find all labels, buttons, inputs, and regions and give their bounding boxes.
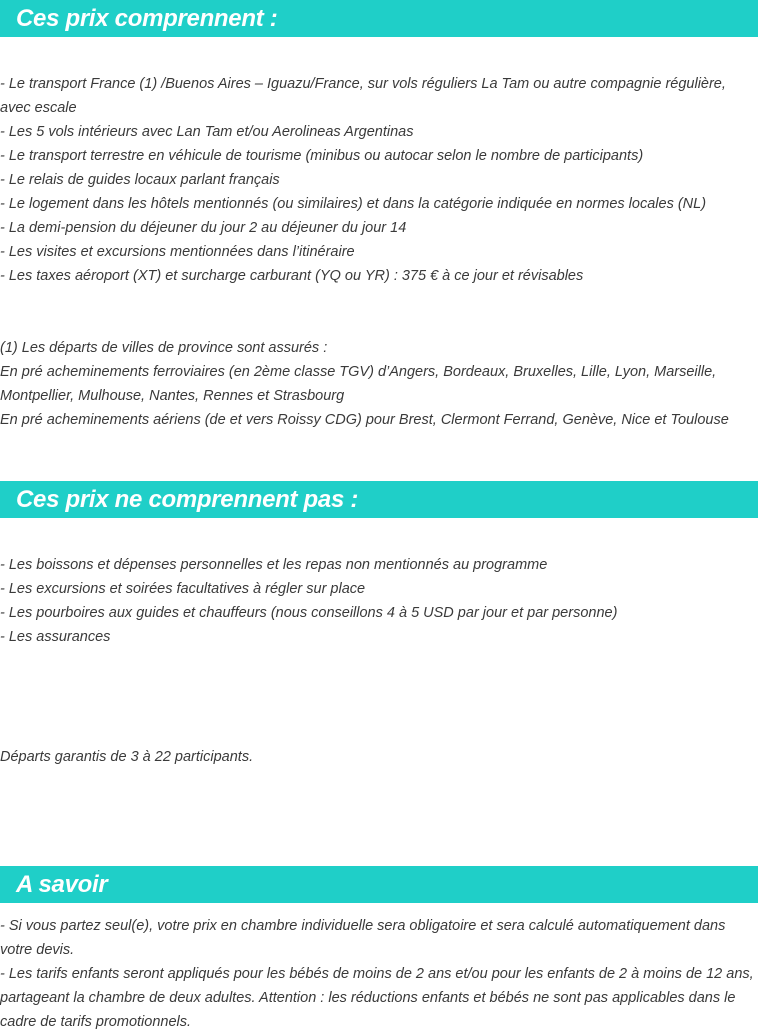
list-item: - Les visites et excursions mentionnées dans l’itinéraire	[0, 244, 355, 260]
section-title-excludes: Ces prix ne comprennent pas :	[16, 486, 359, 513]
departure-cities-note	[0, 336, 756, 432]
section-header-excludes	[0, 481, 758, 518]
list-item: - Le transport France (1) /Buenos Aires – Iguazu/France, sur vols réguliers La Tam ou autre compagnie régulière, avec escale	[0, 76, 726, 116]
list-item: - Le transport terrestre en véhicule de tourisme (minibus ou autocar selon le nombre de participants)	[0, 148, 644, 164]
good-to-know-list	[0, 914, 756, 1034]
list-item: - Les 5 vols intérieurs avec Lan Tam et/ou Aerolineas Argentinas	[0, 124, 414, 140]
excludes-list	[0, 553, 756, 649]
section-header-includes	[0, 0, 758, 37]
guaranteed-departures: Départs garantis de 3 à 22 participants.	[0, 749, 254, 765]
section-title-good-to-know: A savoir	[16, 871, 108, 898]
note-line: En pré acheminements aériens (de et vers Roissy CDG) pour Brest, Clermont Ferrand, Genève, Nice et Toulouse	[0, 412, 729, 428]
list-item: - Les excursions et soirées facultatives à régler sur place	[0, 581, 366, 597]
list-item: - Les pourboires aux guides et chauffeurs (nous conseillons 4 à 5 USD par jour et par personne)	[0, 605, 618, 621]
list-item: - Les tarifs enfants seront appliqués pour les bébés de moins de 2 ans et/ou pour les enfants de 2 à moins de 12 ans, partageant la chambre de deux adultes. Attention : les réductions enfants et bébés ne sont pas applicables dans le cadre de tarifs promotionnels.	[0, 966, 754, 1030]
list-item: - Les assurances	[0, 629, 111, 645]
includes-list	[0, 72, 756, 288]
note-line: En pré acheminements ferroviaires (en 2ème classe TGV) d’Angers, Bordeaux, Bruxelles, Lille, Lyon, Marseille, Montpellier, Mulhouse, Nantes, Rennes et Strasbourg	[0, 364, 717, 404]
list-item: - La demi-pension du déjeuner du jour 2 au déjeuner du jour 14	[0, 220, 407, 236]
list-item: - Si vous partez seul(e), votre prix en chambre individuelle sera obligatoire et sera calculé automatiquement dans votre devis.	[0, 918, 726, 958]
list-item: - Le logement dans les hôtels mentionnés (ou similaires) et dans la catégorie indiquée en normes locales (NL)	[0, 196, 707, 212]
list-item: - Le relais de guides locaux parlant français	[0, 172, 280, 188]
list-item: - Les taxes aéroport (XT) et surcharge carburant (YQ ou YR) : 375 € à ce jour et révisables	[0, 268, 584, 284]
note-heading: (1) Les départs de villes de province sont assurés :	[0, 340, 328, 356]
section-header-good-to-know	[0, 866, 758, 903]
section-title-includes: Ces prix comprennent :	[16, 5, 278, 32]
list-item: - Les boissons et dépenses personnelles et les repas non mentionnés au programme	[0, 557, 548, 573]
